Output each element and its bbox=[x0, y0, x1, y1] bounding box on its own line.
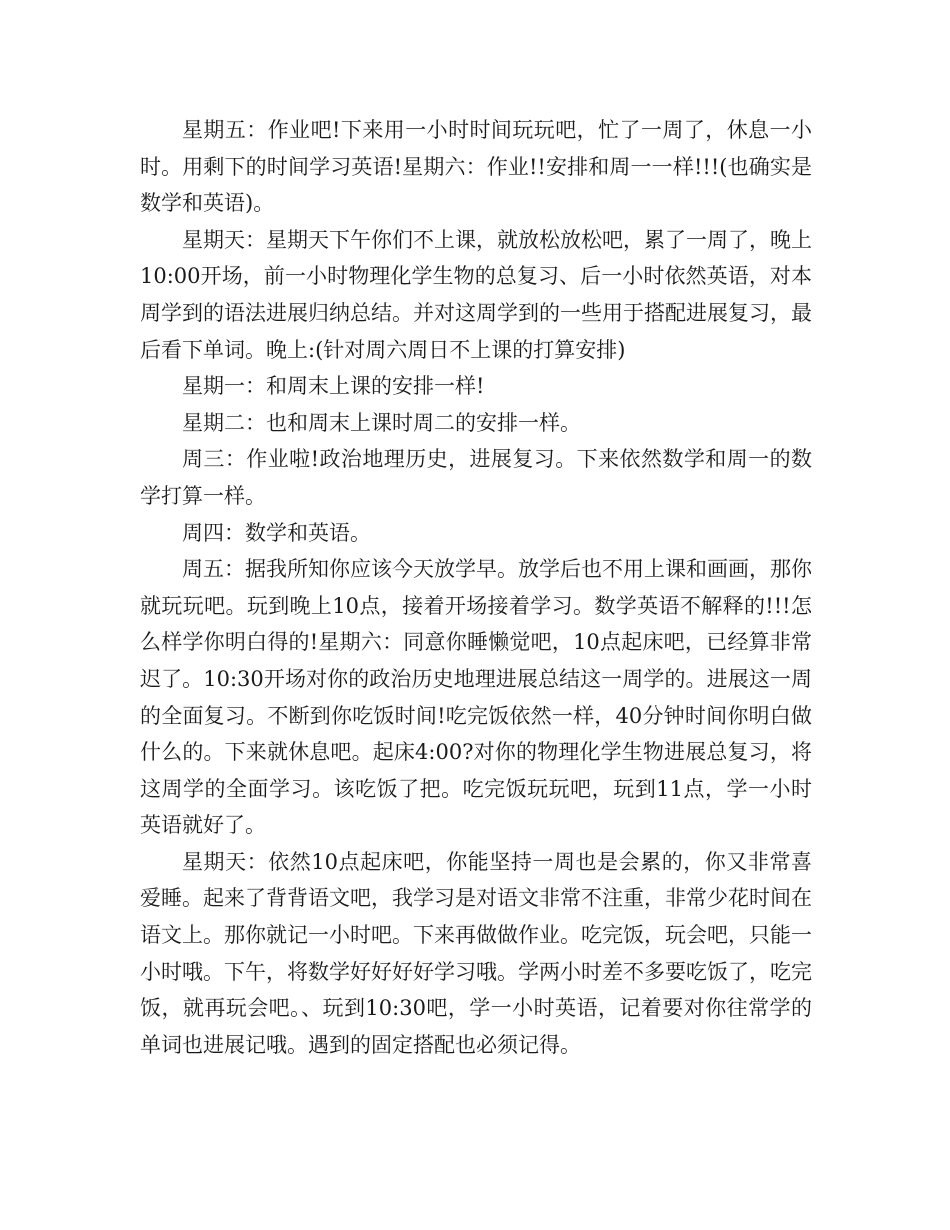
paragraph-monday: 星期一：和周末上课的安排一样! bbox=[182, 374, 485, 399]
paragraph-sunday-weekend: 星期天：依然10点起床吧，你能坚持一周也是会累的，你又非常喜爱睡。起来了背背语文吧，我学习是对语文非常不注重，非常少花时间在语文上。那你就记一小时吧。下来再做做作业。吃完饭，玩会吧，只能一小时哦。下午，将数学好好好好学习哦。学两小时差不多要吃饭了，吃完饭，就再玩会吧。、玩到10:30吧，学一小时英语，记着要对你往常学的单词也进展记哦。遇到的固定搭配也必须记得。 bbox=[140, 849, 812, 1057]
paragraph-wednesday: 周三：作业啦!政治地理历史，进展复习。下来依然数学和周一的数学打算一样。 bbox=[140, 447, 812, 508]
paragraph-thursday: 周四：数学和英语。 bbox=[182, 520, 371, 545]
paragraph-friday-weekend: 周五：据我所知你应该今天放学早。放学后也不用上课和画画，那你就玩玩吧。玩到晚上10点，接着开场接着学习。数学英语不解释的!!!怎么样学你明白得的!星期六：同意你睡懒觉吧，10点起床吧，已经算非常迟了。10:30开场对你的政治历史地理进展总结这一周学的。进展这一周的全面复习。不断到你吃饭时间!吃完饭依然一样，40分钟时间你明白做什么的。下来就休息吧。起床4:00?对你的物理化学生物进展总复习，将这周学的全面学习。该吃饭了把。吃完饭玩玩吧，玩到11点，学一小时英语就好了。 bbox=[140, 557, 812, 838]
paragraph-friday-saturday: 星期五：作业吧!下来用一小时时间玩玩吧，忙了一周了，休息一小时。用剩下的时间学习英语!星期六：作业!!安排和周一一样!!!(也确实是数学和英语)。 bbox=[140, 118, 812, 216]
document-body bbox=[140, 112, 812, 1063]
paragraph-tuesday: 星期二：也和周末上课时周二的安排一样。 bbox=[182, 410, 581, 435]
paragraph-sunday: 星期天：星期天下午你们不上课，就放松放松吧，累了一周了，晚上10:00开场，前一小时物理化学生物的总复习、后一小时依然英语，对本周学到的语法进展归纳总结。并对这周学到的一些用于搭配进展复习，最后看下单词。晚上:(针对周六周日不上课的打算安排) bbox=[140, 227, 812, 362]
